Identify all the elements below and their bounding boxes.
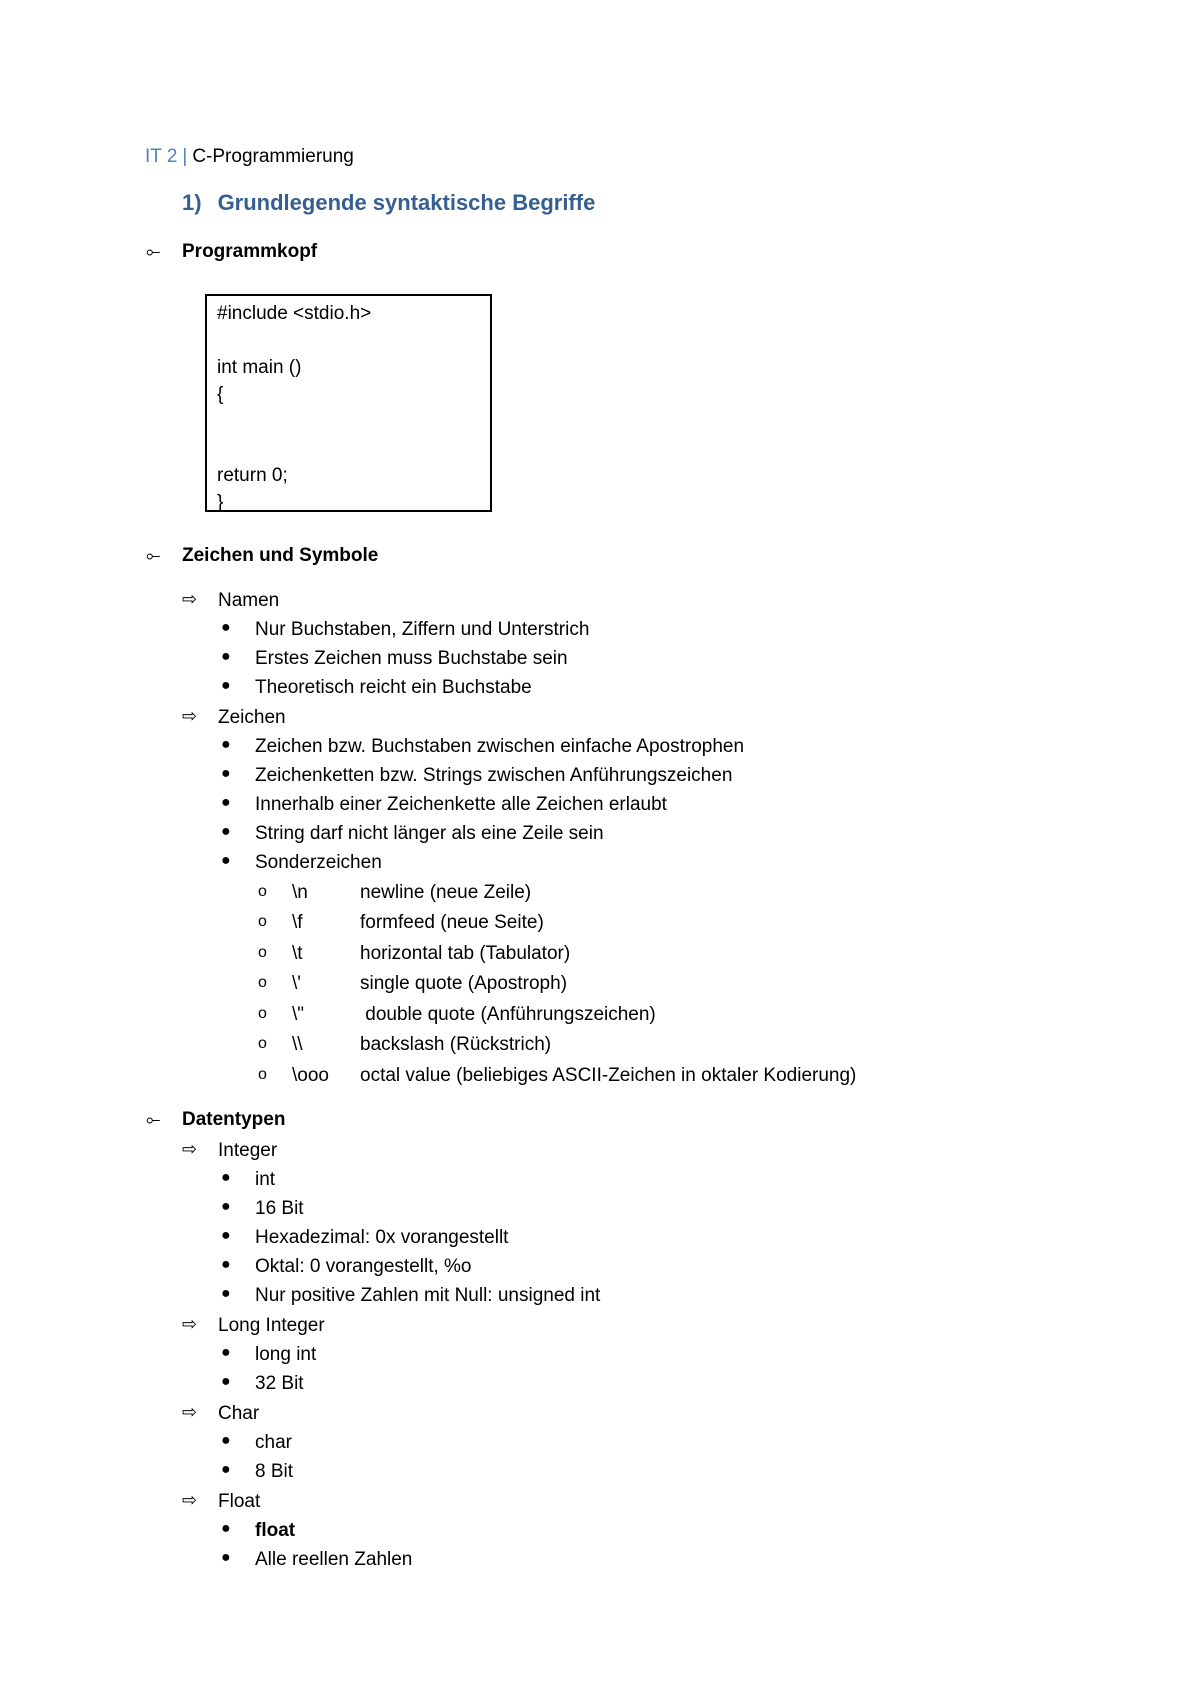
list-item-text: Oktal: 0 vorangestellt, %o (255, 1256, 472, 1277)
list-item-text: Alle reellen Zahlen (255, 1549, 413, 1570)
list-item (221, 1169, 276, 1191)
escape-code: \t (292, 943, 303, 964)
sub-bullet-icon: o (258, 1066, 267, 1083)
escape-code: \ooo (292, 1065, 329, 1086)
escape-desc: horizontal tab (Tabulator) (360, 943, 571, 964)
list-item (221, 1432, 292, 1454)
code-line: #include <stdio.h> (217, 303, 372, 324)
code-line: return 0; (217, 465, 288, 486)
arrow-icon: ⇨ (182, 706, 198, 726)
bullet-icon: ● (221, 1344, 231, 1361)
list-item (221, 765, 733, 787)
sub-bullet-icon: o (258, 974, 267, 991)
list-item (221, 1344, 317, 1366)
list-item-text: char (255, 1432, 292, 1453)
list-item (221, 1461, 294, 1483)
list-item (221, 1373, 304, 1395)
code-line: int main () (217, 357, 302, 378)
list-item (221, 1285, 601, 1307)
bullet-icon: ● (221, 1256, 231, 1273)
list-item (221, 736, 745, 758)
bullet-icon: ● (221, 1169, 231, 1186)
bullet-icon: ● (221, 1227, 231, 1244)
section-datentypen (146, 1109, 286, 1131)
arrow-icon: ⇨ (182, 589, 198, 609)
list-item-text: Nur positive Zahlen mit Null: unsigned int (255, 1285, 601, 1306)
arrow-icon: ⇨ (182, 1490, 198, 1510)
subsection-integer (182, 1139, 278, 1162)
escape-code: \' (292, 973, 301, 994)
escape-desc: double quote (Anführungszeichen) (360, 1004, 656, 1025)
escape-desc: backslash (Rückstrich) (360, 1034, 552, 1055)
escape-code: \f (292, 912, 303, 933)
list-item-text: 8 Bit (255, 1461, 294, 1482)
section-title: Programmkopf (182, 241, 318, 262)
escape-item (258, 1034, 552, 1056)
bullet-icon: ● (221, 648, 231, 665)
bullet-icon: ● (221, 765, 231, 782)
bullet-icon: ● (221, 1520, 231, 1537)
list-item-text: 16 Bit (255, 1198, 304, 1219)
list-item (221, 1227, 509, 1249)
bullet-icon: ● (221, 677, 231, 694)
list-item (221, 619, 590, 641)
escape-code: \" (292, 1004, 305, 1025)
section-marker-icon: ⟜ (146, 1109, 161, 1129)
subsection-label: Float (218, 1491, 261, 1512)
list-item-text: int (255, 1169, 276, 1190)
section-title: Datentypen (182, 1109, 286, 1130)
bullet-icon: ● (221, 1285, 231, 1302)
heading-title: Grundlegende syntaktische Begriffe (217, 190, 596, 215)
list-item-text: Sonderzeichen (255, 852, 382, 873)
code-line (217, 408, 480, 435)
list-item (221, 1198, 304, 1220)
arrow-icon: ⇨ (182, 1402, 198, 1422)
escape-desc: octal value (beliebiges ASCII-Zeichen in oktaler Kodierung) (360, 1065, 857, 1086)
list-item-text: 32 Bit (255, 1373, 304, 1394)
list-item-text: Hexadezimal: 0x vorangestellt (255, 1227, 509, 1248)
list-item-text: Innerhalb einer Zeichenkette alle Zeichen erlaubt (255, 794, 667, 815)
list-item (221, 794, 667, 816)
subsection-zeichen (182, 706, 286, 729)
subsection-long-integer (182, 1314, 325, 1337)
list-item-text: Theoretisch reicht ein Buchstabe (255, 677, 532, 698)
escape-desc: formfeed (neue Seite) (360, 912, 544, 933)
list-item-text: Zeichen bzw. Buchstaben zwischen einfache Apostrophen (255, 736, 745, 757)
section-title: Zeichen und Symbole (182, 545, 379, 566)
page-header (145, 146, 354, 168)
bullet-icon: ● (221, 1549, 231, 1566)
list-item-text: Zeichenketten bzw. Strings zwischen Anführungszeichen (255, 765, 733, 786)
list-item (221, 648, 568, 670)
code-box (205, 294, 492, 512)
subject-label: C-Programmierung (192, 146, 354, 167)
header-separator: | (182, 146, 188, 167)
list-item (221, 1549, 413, 1571)
bullet-icon: ● (221, 852, 231, 869)
bullet-icon: ● (221, 1461, 231, 1478)
sub-bullet-icon: o (258, 944, 267, 961)
subsection-label: Zeichen (218, 707, 286, 728)
escape-item (258, 882, 532, 904)
list-item (221, 677, 532, 699)
list-item-text: float (255, 1520, 296, 1541)
sub-bullet-icon: o (258, 883, 267, 900)
bullet-icon: ● (221, 1432, 231, 1449)
heading-number: 1) (182, 190, 202, 215)
bullet-icon: ● (221, 1373, 231, 1390)
list-item-text: String darf nicht länger als eine Zeile sein (255, 823, 604, 844)
escape-desc: newline (neue Zeile) (360, 882, 532, 903)
escape-item (258, 973, 568, 995)
subsection-label: Char (218, 1403, 260, 1424)
section-programmkopf (146, 241, 318, 263)
escape-code: \\ (292, 1034, 303, 1055)
list-item (221, 852, 382, 874)
sub-bullet-icon: o (258, 1035, 267, 1052)
subsection-namen (182, 589, 280, 612)
escape-code: \n (292, 882, 308, 903)
bullet-icon: ● (221, 736, 231, 753)
bullet-icon: ● (221, 1198, 231, 1215)
code-line (217, 327, 480, 354)
escape-item (258, 912, 544, 934)
code-line (217, 435, 480, 462)
section-marker-icon: ⟜ (146, 241, 161, 261)
escape-item (258, 1065, 857, 1087)
subsection-label: Long Integer (218, 1315, 325, 1336)
list-item-text: Nur Buchstaben, Ziffern und Unterstrich (255, 619, 590, 640)
page-heading (182, 190, 595, 216)
code-line: } (217, 492, 224, 513)
escape-item (258, 1004, 656, 1026)
subsection-label: Namen (218, 590, 280, 611)
arrow-icon: ⇨ (182, 1139, 198, 1159)
bullet-icon: ● (221, 823, 231, 840)
list-item (221, 823, 604, 845)
code-line: { (217, 384, 224, 405)
escape-desc: single quote (Apostroph) (360, 973, 568, 994)
course-label: IT 2 (145, 146, 178, 167)
list-item (221, 1520, 296, 1542)
list-item-text: long int (255, 1344, 317, 1365)
subsection-char (182, 1402, 260, 1425)
sub-bullet-icon: o (258, 913, 267, 930)
bullet-icon: ● (221, 619, 231, 636)
arrow-icon: ⇨ (182, 1314, 198, 1334)
list-item-text: Erstes Zeichen muss Buchstabe sein (255, 648, 568, 669)
subsection-label: Integer (218, 1140, 278, 1161)
subsection-float (182, 1490, 261, 1513)
list-item (221, 1256, 472, 1278)
section-marker-icon: ⟜ (146, 545, 161, 565)
bullet-icon: ● (221, 794, 231, 811)
sub-bullet-icon: o (258, 1005, 267, 1022)
escape-item (258, 943, 571, 965)
section-zeichen-symbole (146, 545, 379, 567)
